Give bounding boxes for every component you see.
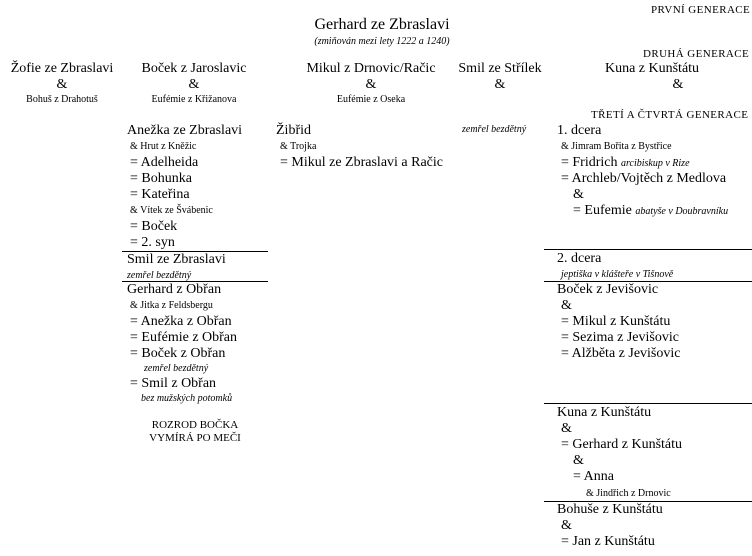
gerhard-obran-name: Gerhard z Obřan (127, 282, 222, 297)
zibrid-kid-mikul: = Mikul ze Zbraslavi a Račic (280, 155, 444, 170)
bocek-jevisovic-amp: & (561, 298, 572, 313)
gen2-bocek-amp: & (188, 77, 200, 92)
anezka-kid-katerina: = Kateřina (130, 187, 190, 202)
dcera1-grandkid-eufemie (573, 203, 728, 219)
root-person-note: (zmiňován mezi lety 1222 a 1240) (314, 36, 450, 47)
anezka-kid-adelheida: = Adelheida (130, 155, 199, 170)
dcera1-kid-fridrich-note: arcibiskup v Rize (621, 158, 690, 169)
dcera1-kid-fridrich-name: = Fridrich (561, 155, 618, 170)
label-second-generation: DRUHÁ GENERACE (643, 48, 750, 60)
zibrid-spouse: & Trojka (280, 141, 317, 152)
gen2-mikul-amp: & (365, 77, 377, 92)
anezka-name: Anežka ze Zbraslavi (127, 123, 243, 138)
kuna-kunstatu-amp: & (561, 421, 572, 436)
kuna-grandkid-anna: = Anna (573, 469, 614, 484)
gerhard-kid-eufemie: = Eufémie z Obřan (130, 330, 238, 345)
anezka-spouse2: & Vítek ze Švábenic (130, 205, 213, 216)
dcera2-note: jeptiška v klášteře v Tišnově (561, 269, 674, 280)
gen2-smil-amp: & (494, 77, 506, 92)
gen2-kuna-name: Kuna z Kunštátu (604, 61, 700, 76)
bocek-kid-alzbeta: = Alžběta z Jevišovic (561, 346, 681, 361)
anezka-kid-bocek: = Boček (130, 219, 178, 234)
smil-strilek-note: zemřel bezdětný (462, 124, 527, 135)
dcera1-kid-archleb-amp: & (573, 187, 584, 202)
divider-kuna-1 (544, 249, 752, 250)
kuna-kid-gerhard: = Gerhard z Kunštátu (561, 437, 683, 452)
label-third-fourth-generation: TŘETÍ A ČTVRTÁ GENERACE (591, 109, 749, 121)
gerhard-kid-bocek-note: zemřel bezdětný (144, 363, 209, 374)
bocek-kid-sezima: = Sezima z Jevišovic (561, 330, 679, 345)
dcera1-grandkid-eufemie-note: abatyše v Doubravníku (635, 206, 729, 217)
dcera2-name: 2. dcera (557, 251, 602, 266)
gerhard-kid-bocek: = Boček z Obřan (130, 346, 226, 361)
bohuse-kid-jan: = Jan z Kunštátu (561, 534, 655, 549)
dcera1-name: 1. dcera (557, 123, 602, 138)
dcera1-grandkid-eufemie-name: = Eufemie (573, 203, 632, 218)
bocek-jevisovic-name: Boček z Jevišovic (557, 282, 659, 297)
root-person-name: Gerhard ze Zbraslavi (314, 16, 450, 33)
extinct-line-1: ROZROD BOČKA (151, 419, 239, 431)
divider-kuna-3 (544, 403, 752, 404)
gen2-bocek-spouse: Eufémie z Křižanova (151, 94, 237, 105)
bocek-kid-mikul: = Mikul z Kunštátu (561, 314, 671, 329)
anezka-spouse1: & Hrut z Kněžic (130, 141, 197, 152)
dcera1-kid-archleb: = Archleb/Vojtěch z Medlova (561, 171, 727, 186)
gen2-mikul-spouse: Eufémie z Oseka (336, 94, 406, 105)
gen2-bocek-name: Boček z Jaroslavic (141, 61, 247, 76)
anezka-kid-2-syn: = 2. syn (130, 235, 175, 250)
gerhard-kid-smil-note: bez mužských potomků (141, 393, 233, 404)
smil-zbraslavi-name: Smil ze Zbraslavi (127, 252, 226, 267)
gerhard-obran-spouse: & Jitka z Feldsbergu (130, 300, 213, 311)
zibrid-name: Žibřid (276, 123, 311, 138)
kuna-grandkid-anna-spouse: & Jindřich z Drnovic (586, 488, 671, 499)
bohuse-amp: & (561, 518, 572, 533)
smil-zbraslavi-note: zemřel bezdětný (127, 270, 192, 281)
label-first-generation: PRVNÍ GENERACE (651, 4, 751, 16)
gerhard-kid-smil: = Smil z Obřan (130, 376, 217, 391)
kuna-kid-gerhard-amp: & (573, 453, 584, 468)
anezka-kid-bohunka: = Bohunka (130, 171, 192, 186)
gen2-zofie-spouse: Bohuš z Drahotuš (26, 94, 98, 105)
gen2-smil-name: Smil ze Střílek (458, 61, 542, 76)
dcera1-spouse: & Jimram Bořita z Bystřice (561, 141, 672, 152)
kuna-kunstatu-name: Kuna z Kunštátu (557, 405, 652, 420)
gen2-mikul-name: Mikul z Drnovic/Račic (306, 61, 436, 76)
dcera1-kid-fridrich (561, 155, 690, 171)
bohuse-name: Bohuše z Kunštátu (557, 502, 663, 517)
gerhard-kid-anezka: = Anežka z Obřan (130, 314, 232, 329)
gen2-zofie-amp: & (56, 77, 68, 92)
gen2-kuna-amp: & (672, 77, 684, 92)
extinct-line-2: VYMÍRÁ PO MEČI (149, 432, 241, 444)
gen2-zofie-name: Žofie ze Zbraslavi (10, 61, 114, 76)
